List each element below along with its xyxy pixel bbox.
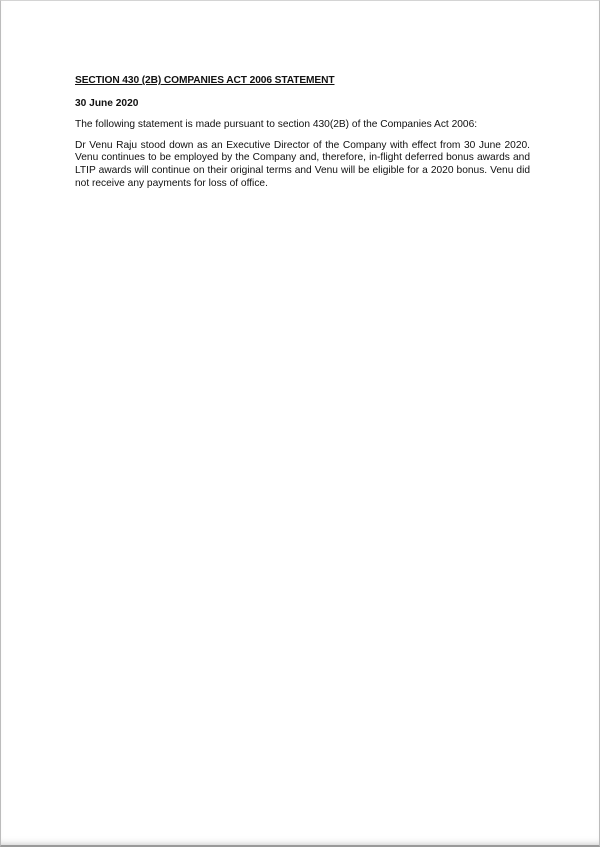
document-body (75, 75, 530, 198)
statement-paragraph: Dr Venu Raju stood down as an Executive Director of the Company with effect from 30 June 2020. Venu continues to be employed by the Company and, therefore, in-flight deferred bonus awards and LTIP awards will continue on their original terms and Venu will be eligible for a 2020 bonus. Venu did not receive any payments for loss of office. (75, 139, 530, 189)
intro-paragraph: The following statement is made pursuant to section 430(2B) of the Companies Act 2006: (75, 119, 478, 131)
document-date: 30 June 2020 (75, 97, 139, 109)
document-heading: SECTION 430 (2B) COMPANIES ACT 2006 STATEMENT (75, 75, 335, 86)
